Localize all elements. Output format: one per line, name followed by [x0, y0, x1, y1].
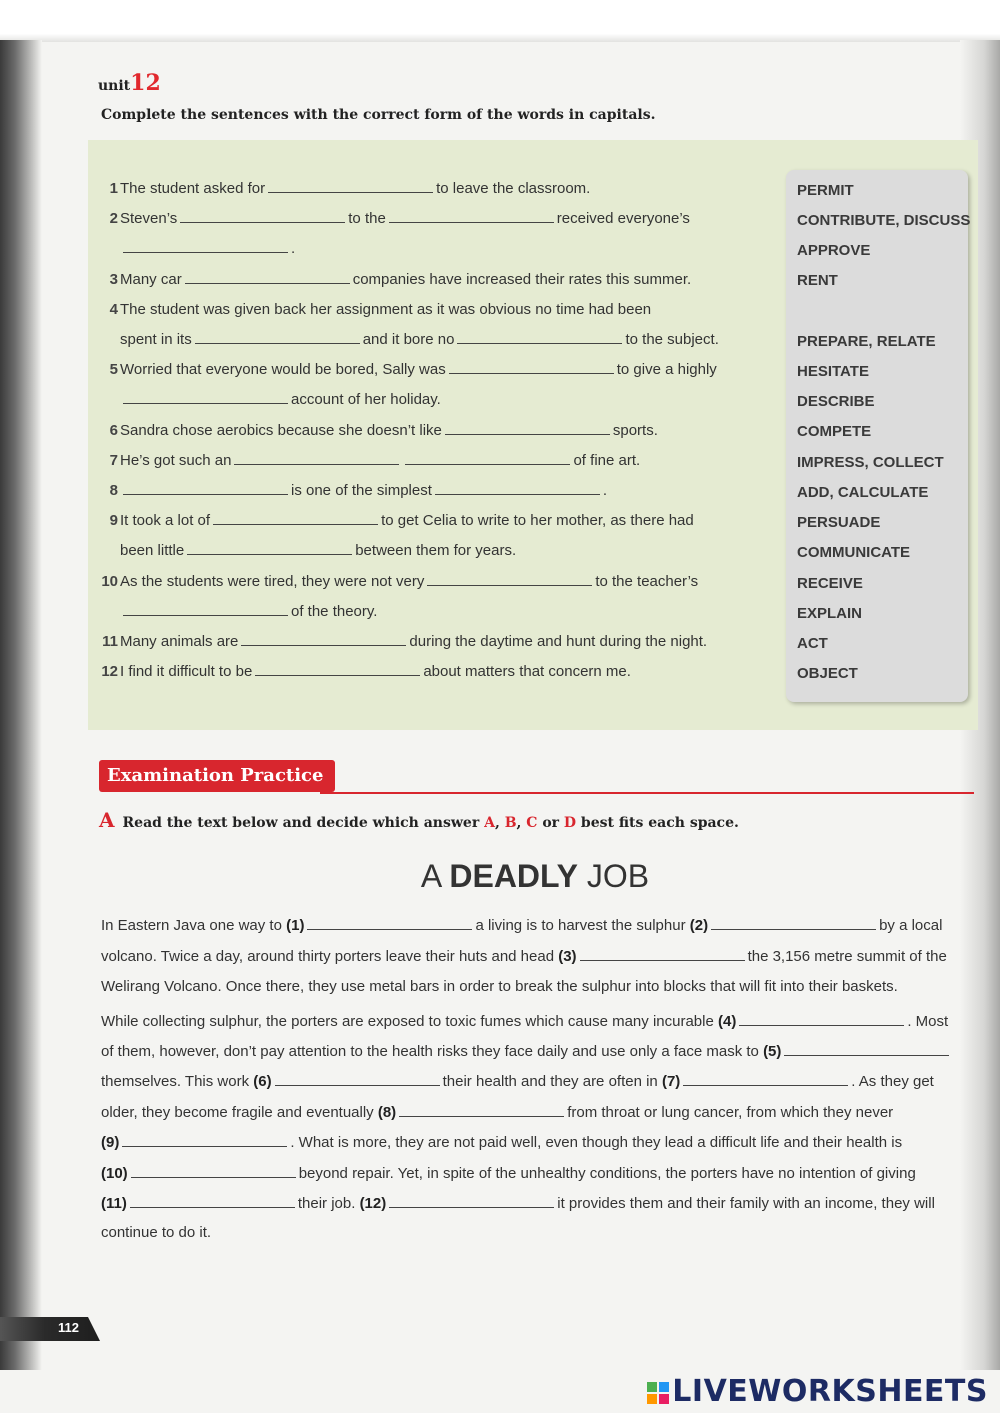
- book-spine-shadow: [0, 40, 42, 1370]
- sentence-10: 10 As the students were tired, they were not very to the teacher’s: [101, 573, 699, 590]
- answer-blank[interactable]: [195, 342, 360, 344]
- answer-blank[interactable]: [180, 221, 345, 223]
- reading-title: A DEADLY JOB: [420, 858, 650, 894]
- answer-blank[interactable]: [711, 928, 876, 930]
- sentence-7: 7 He’s got such an of fine art.: [109, 452, 641, 469]
- text-line: In Eastern Java one way to (1) a living is to harvest the sulphur (2) by a local: [101, 917, 943, 934]
- sentence-12: 12 I find it difficult to be about matters that concern me.: [101, 663, 631, 680]
- answer-blank[interactable]: [427, 584, 592, 586]
- answer-blank[interactable]: [784, 1054, 949, 1056]
- capital-word: APPROVE: [797, 242, 871, 259]
- answer-blank[interactable]: [185, 282, 350, 284]
- capital-word: ACT: [797, 635, 828, 652]
- text-line: of them, however, don’t pay attention to the health risks they face daily and use only a face mask to (5): [101, 1043, 952, 1060]
- sentence-9-cont: been little between them for years.: [120, 542, 517, 559]
- text-line: (11) their job. (12) it provides them and their family with an income, they will: [101, 1195, 935, 1212]
- text-line: continue to do it.: [101, 1224, 212, 1241]
- answer-blank[interactable]: [130, 1206, 295, 1208]
- answer-blank[interactable]: [122, 1145, 287, 1147]
- answer-blank[interactable]: [399, 1115, 564, 1117]
- text-line: older, they become fragile and eventually (8) from throat or lung cancer, from which they never: [101, 1104, 894, 1121]
- unit-heading: [98, 70, 161, 96]
- answer-blank[interactable]: [268, 191, 433, 193]
- answer-blank[interactable]: [457, 342, 622, 344]
- liveworksheets-logo: LIVEWORKSHEETS: [647, 1374, 988, 1409]
- capital-word: DESCRIBE: [797, 393, 875, 410]
- answer-blank[interactable]: [445, 433, 610, 435]
- answer-blank[interactable]: [123, 614, 288, 616]
- sentence-5-cont: account of her holiday.: [96, 391, 441, 408]
- sentence-10-cont: of the theory.: [96, 603, 377, 620]
- sentence-9: 9 It took a lot of to get Celia to write to her mother, as there had: [109, 512, 694, 529]
- exercise-instruction: Complete the sentences with the correct form of the words in capitals.: [101, 107, 656, 123]
- answer-blank[interactable]: [389, 221, 554, 223]
- answer-blank[interactable]: [405, 463, 570, 465]
- capital-word: PERMIT: [797, 182, 854, 199]
- answer-blank[interactable]: [187, 553, 352, 555]
- unit-label: unit: [98, 78, 131, 94]
- exam-practice-banner: Examination Practice: [99, 760, 335, 792]
- unit-number: 12: [130, 70, 161, 96]
- sentence-2: 2 Steven’s to the received everyone’s: [109, 210, 690, 227]
- text-line: themselves. This work (6) their health and they are often in (7) . As they get: [101, 1073, 934, 1090]
- capital-word: RECEIVE: [797, 575, 863, 592]
- capital-word: PREPARE, RELATE: [797, 333, 936, 350]
- sentence-2-cont: .: [96, 240, 295, 257]
- text-line: (10) beyond repair. Yet, in spite of the unhealthy conditions, the porters have no intention of giving: [101, 1165, 916, 1182]
- answer-blank[interactable]: [580, 959, 745, 961]
- sentence-3: 3 Many car companies have increased their rates this summer.: [109, 271, 692, 288]
- answer-blank[interactable]: [435, 493, 600, 495]
- exam-divider: [320, 792, 974, 794]
- capital-word: RENT: [797, 272, 838, 289]
- capital-word: HESITATE: [797, 363, 869, 380]
- capital-word: IMPRESS, COLLECT: [797, 454, 944, 471]
- answer-blank[interactable]: [389, 1206, 554, 1208]
- answer-blank[interactable]: [131, 1176, 296, 1178]
- capital-word: OBJECT: [797, 665, 858, 682]
- sentence-4: 4 The student was given back her assignment as it was obvious no time had been: [109, 301, 652, 318]
- part-a-instruction: A Read the text below and decide which answer A, B, C or D best fits each space.: [99, 808, 739, 832]
- sentence-11: 11 Many animals are during the daytime and hunt during the night.: [102, 633, 708, 650]
- answer-blank[interactable]: [123, 251, 288, 253]
- page-top-edge: [0, 0, 1000, 42]
- sentence-4-cont: spent in its and it bore no to the subject.: [120, 331, 719, 348]
- capital-word: COMMUNICATE: [797, 544, 911, 561]
- capital-word: ADD, CALCULATE: [797, 484, 929, 501]
- sentence-1: 1 The student asked for to leave the classroom.: [109, 180, 591, 197]
- text-line: Welirang Volcano. Once there, they use metal bars in order to break the sulphur into blocks that will fit into their baskets.: [101, 978, 898, 995]
- answer-blank[interactable]: [123, 493, 288, 495]
- answer-blank[interactable]: [213, 523, 378, 525]
- answer-blank[interactable]: [241, 644, 406, 646]
- text-line: While collecting sulphur, the porters are exposed to toxic fumes which cause many incurable (4) . Most: [101, 1013, 949, 1030]
- text-line: (9) . What is more, they are not paid well, even though they lead a difficult life and their health is: [101, 1134, 903, 1151]
- answer-blank[interactable]: [275, 1084, 440, 1086]
- sentence-5: 5 Worried that everyone would be bored, Sally was to give a highly: [109, 361, 717, 378]
- sentence-8: 8 is one of the simplest .: [109, 482, 608, 499]
- liveworksheets-icon: [647, 1382, 669, 1404]
- page-number: 112: [58, 1320, 79, 1335]
- answer-blank[interactable]: [449, 372, 614, 374]
- page-number-tab: [0, 1317, 100, 1341]
- answer-blank[interactable]: [683, 1084, 848, 1086]
- answer-blank[interactable]: [739, 1024, 904, 1026]
- capital-word: PERSUADE: [797, 514, 881, 531]
- capital-word: COMPETE: [797, 423, 872, 440]
- text-line: volcano. Twice a day, around thirty porters leave their huts and head (3) the 3,156 metre summit of the: [101, 948, 947, 965]
- answer-blank[interactable]: [234, 463, 399, 465]
- answer-blank[interactable]: [307, 928, 472, 930]
- sentence-6: 6 Sandra chose aerobics because she doesn’t like sports.: [109, 422, 658, 439]
- answer-blank[interactable]: [123, 402, 288, 404]
- answer-blank[interactable]: [255, 674, 420, 676]
- capital-word: CONTRIBUTE, DISCUSS: [797, 212, 971, 229]
- capital-word: EXPLAIN: [797, 605, 863, 622]
